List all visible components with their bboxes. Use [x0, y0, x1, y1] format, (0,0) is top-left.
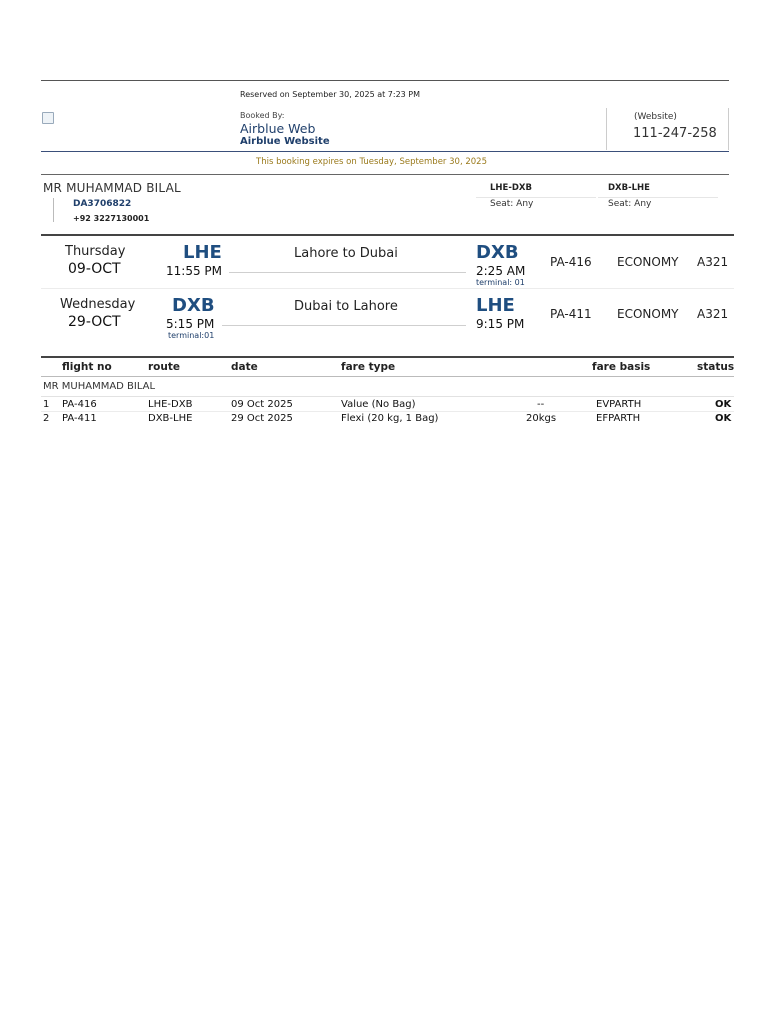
col-header-status: status — [697, 361, 735, 373]
seat-segment-1-rule — [476, 197, 596, 198]
website-divider — [606, 108, 607, 150]
segment-2-departure-time: 5:15 PM — [166, 317, 215, 331]
expiry-notice: This booking expires on Tuesday, September 30, 2025 — [256, 157, 487, 167]
fare-row-2-baggage: 20kgs — [526, 413, 557, 424]
seat-segment-2-seat: Seat: Any — [608, 199, 652, 209]
fare-row-1-fare-type: Value (No Bag) — [341, 399, 416, 410]
fare-table-top-rule — [41, 356, 734, 358]
booked-by-channel: Airblue Website — [240, 136, 330, 147]
segment-2-route-line — [222, 325, 466, 326]
segment-2-departure-terminal: terminal:01 — [168, 331, 215, 340]
contact-phone: 111-247-258 — [633, 126, 717, 141]
fare-row-2-status: OK — [715, 413, 732, 424]
col-header-date: date — [231, 361, 258, 373]
segment-1-cabin: ECONOMY — [617, 255, 679, 269]
booked-by-name: Airblue Web — [240, 121, 316, 136]
segment-2-cabin: ECONOMY — [617, 307, 679, 321]
seat-segment-2-route: DXB-LHE — [608, 183, 650, 193]
segment-1-date: 09-OCT — [68, 261, 121, 277]
segment-2-arrival-code: LHE — [476, 295, 515, 316]
fare-row-1-baggage: -- — [537, 399, 545, 410]
segment-1-departure-code: LHE — [183, 242, 222, 263]
seat-segment-1-seat: Seat: Any — [490, 199, 534, 209]
fare-row-1-date: 09 Oct 2025 — [231, 399, 293, 410]
segment-2-route: Dubai to Lahore — [294, 299, 398, 314]
segment-1-flight-number: PA-416 — [550, 255, 592, 269]
fare-row-2-flight: PA-411 — [62, 413, 97, 424]
booking-reference: DA3706822 — [73, 199, 132, 209]
fare-row-2-fare-type: Flexi (20 kg, 1 Bag) — [341, 413, 439, 424]
passenger-top-rule — [41, 174, 729, 175]
fare-header-rule — [41, 376, 734, 377]
fare-row-1-fare-basis: EVPARTH — [596, 399, 642, 410]
col-header-route: route — [148, 361, 181, 373]
segment-1-arrival-terminal: terminal: 01 — [476, 278, 525, 287]
fare-row-2-date: 29 Oct 2025 — [231, 413, 293, 424]
col-header-fare-type: fare type — [341, 361, 396, 373]
segment-1-departure-time: 11:55 PM — [166, 264, 222, 278]
seat-segment-1-route: LHE-DXB — [490, 183, 532, 193]
passenger-name: MR MUHAMMAD BILAL — [43, 181, 181, 195]
col-header-fare-basis: fare basis — [592, 361, 651, 373]
segment-2-arrival-time: 9:15 PM — [476, 317, 525, 331]
fare-row-2-number: 2 — [43, 413, 50, 424]
col-header-flight-no: flight no — [62, 361, 112, 373]
segment-2-departure-code: DXB — [172, 295, 215, 316]
segment-divider — [41, 288, 734, 289]
header-bottom-rule — [41, 151, 729, 152]
website-right-border — [728, 108, 729, 150]
segment-2-flight-number: PA-411 — [550, 307, 592, 321]
fare-name-rule — [41, 396, 734, 397]
fare-passenger-name: MR MUHAMMAD BILAL — [43, 381, 156, 392]
reserved-on: Reserved on September 30, 2025 at 7:23 PM — [240, 90, 421, 99]
fare-row-1-rule — [41, 411, 734, 412]
website-label: (Website) — [634, 112, 677, 122]
seat-segment-2-rule — [598, 197, 718, 198]
booked-by-label: Booked By: — [240, 111, 285, 120]
segment-1-route: Lahore to Dubai — [294, 246, 398, 261]
segment-1-aircraft: A321 — [697, 255, 729, 269]
fare-row-1-route: LHE-DXB — [148, 399, 193, 410]
fare-row-2-fare-basis: EFPARTH — [596, 413, 641, 424]
segment-1-arrival-code: DXB — [476, 242, 519, 263]
segment-2-day: Wednesday — [60, 297, 136, 312]
top-rule — [41, 80, 729, 81]
itinerary-top-rule — [41, 234, 734, 236]
passenger-phone: +92 3227130001 — [73, 214, 150, 223]
segment-2-aircraft: A321 — [697, 307, 729, 321]
segment-2-date: 29-OCT — [68, 314, 121, 330]
fare-row-1-flight: PA-416 — [62, 399, 97, 410]
segment-1-route-line — [229, 272, 466, 273]
segment-1-day: Thursday — [65, 244, 126, 259]
fare-row-1-status: OK — [715, 399, 732, 410]
passenger-indent-bar — [53, 198, 54, 222]
fare-row-2-route: DXB-LHE — [148, 413, 193, 424]
segment-1-arrival-time: 2:25 AM — [476, 264, 526, 278]
fare-row-1-number: 1 — [43, 399, 50, 410]
logo-image — [42, 112, 54, 124]
